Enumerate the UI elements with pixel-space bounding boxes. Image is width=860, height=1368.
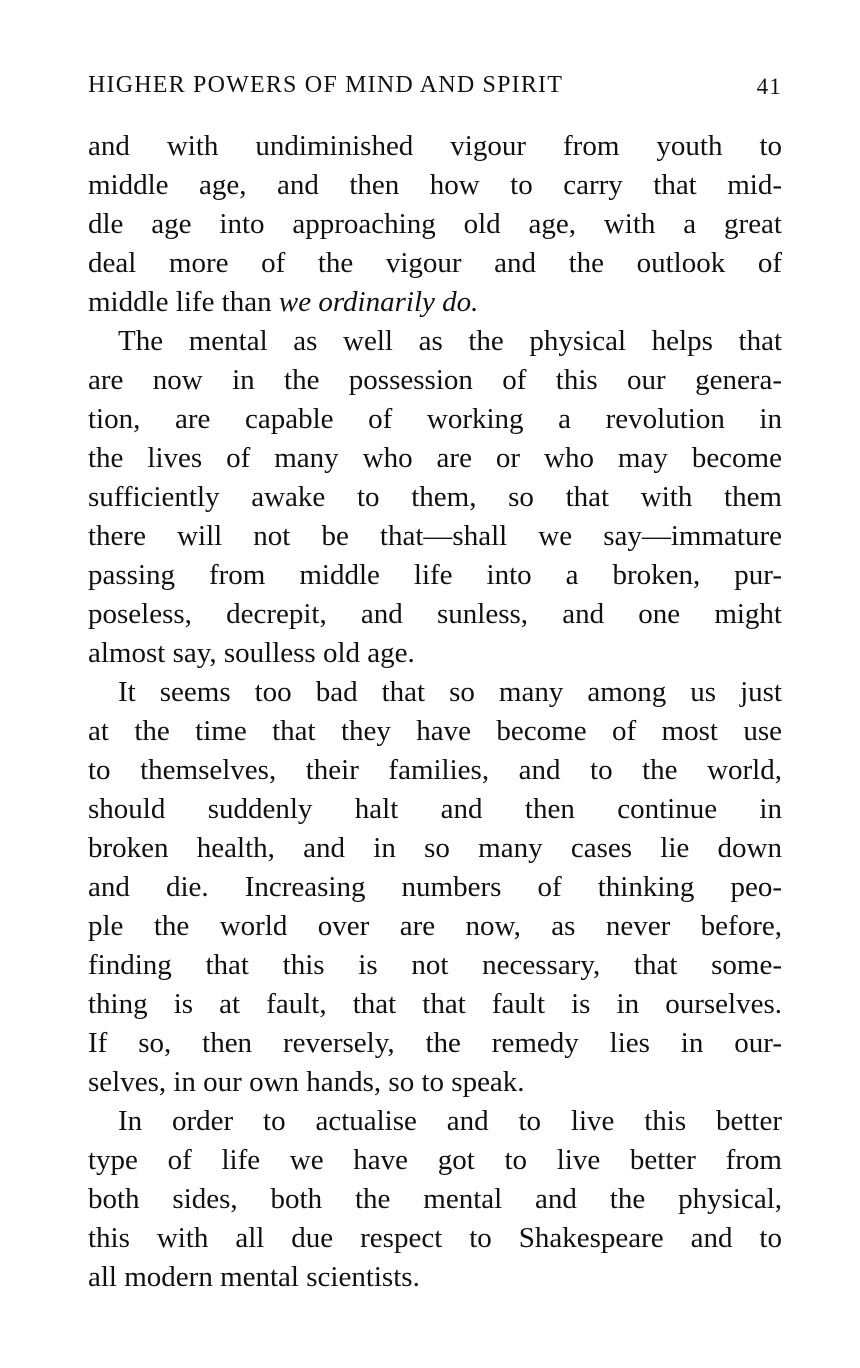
text-line: at the time that they have become of most use [88,715,782,747]
paragraph [88,322,782,673]
page-number: 41 [756,74,782,99]
text-line: passing from middle life into a broken, pur- [88,559,782,591]
text-line [88,283,782,322]
text-line: It seems too bad that so many among us just [118,676,782,708]
text-line: thing is at fault, that that fault is in ourselves. [88,988,782,1020]
text-line: this with all due respect to Shakespeare and to [88,1222,782,1254]
text-line: broken health, and in so many cases lie down [88,832,782,864]
italic-text: we ordinarily do. [278,286,479,318]
text-line: poseless, decrepit, and sunless, and one might [88,598,782,630]
page-body [88,127,782,1297]
text-line: are now in the possession of this our genera- [88,364,782,396]
paragraph [88,127,782,322]
running-header [88,72,782,108]
text-line: In order to actualise and to live this better [118,1105,782,1137]
text-span: middle life than [88,286,279,318]
paragraph [88,673,782,1102]
text-line: selves, in our own hands, so to speak. [88,1066,525,1098]
text-line: If so, then reversely, the remedy lies in our- [88,1027,782,1059]
text-line: middle age, and then how to carry that mid- [88,169,782,201]
text-line: both sides, both the mental and the physical, [88,1183,782,1215]
text-line: and with undiminished vigour from youth to [88,130,782,162]
text-line: sufficiently awake to them, so that with them [88,481,782,513]
text-line: almost say, soulless old age. [88,637,415,669]
text-line: deal more of the vigour and the outlook of [88,247,782,279]
text-line: all modern mental scientists. [88,1261,420,1293]
text-line: finding that this is not necessary, that some- [88,949,782,981]
text-line: to themselves, their families, and to the world, [88,754,782,786]
text-line: the lives of many who are or who may become [88,442,782,474]
text-line: type of life we have got to live better from [88,1144,782,1176]
text-line: dle age into approaching old age, with a great [88,208,782,240]
text-line: ple the world over are now, as never before, [88,910,782,942]
text-line: there will not be that—shall we say—immature [88,520,782,552]
paragraph [88,1102,782,1297]
text-line: tion, are capable of working a revolution in [88,403,782,435]
text-line: The mental as well as the physical helps that [118,325,782,357]
running-title: HIGHER POWERS OF MIND AND SPIRIT [88,72,564,98]
text-line: should suddenly halt and then continue in [88,793,782,825]
text-line: and die. Increasing numbers of thinking peo- [88,871,782,903]
